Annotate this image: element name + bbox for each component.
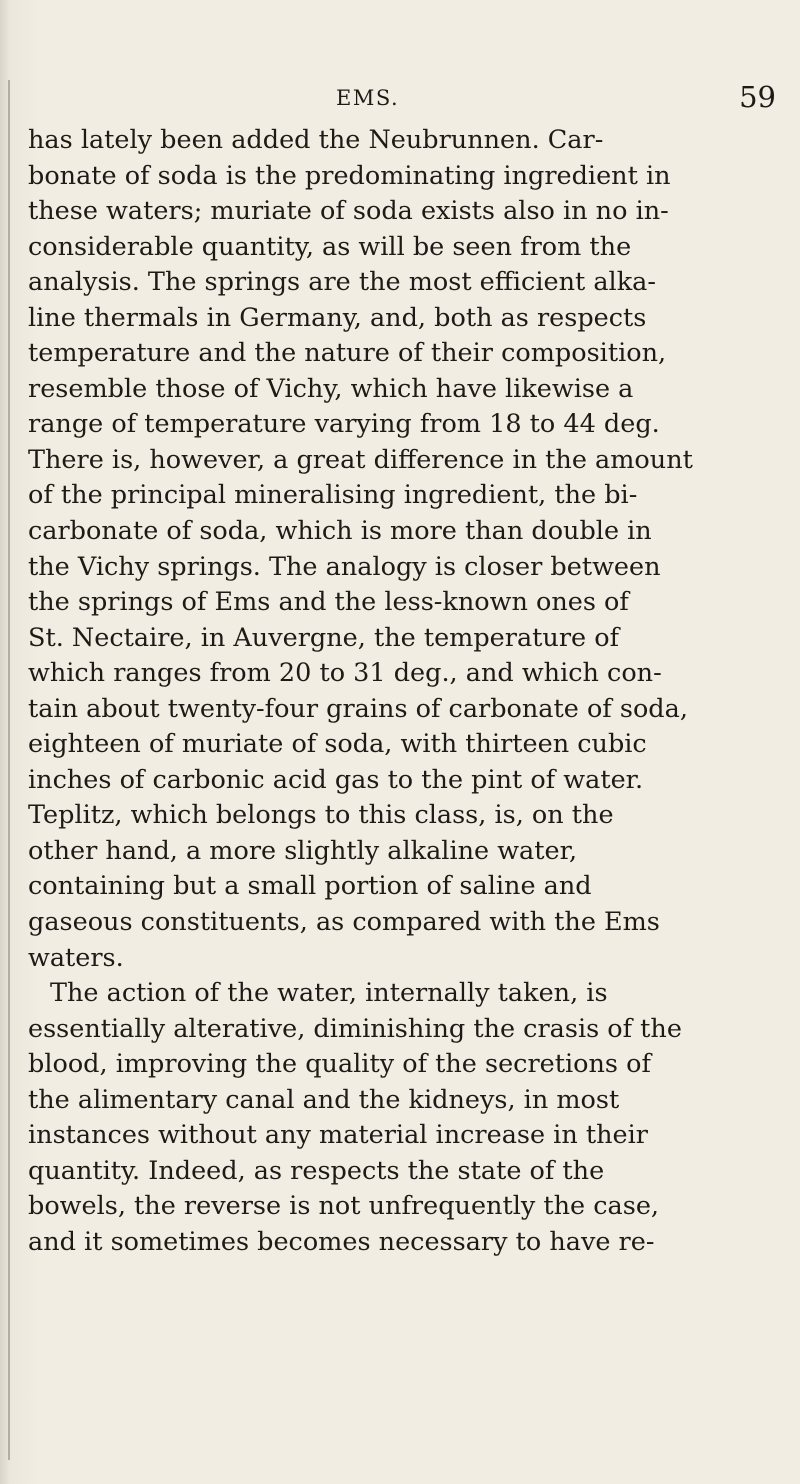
text-line: of the principal mineralising ingredient, the bi- [28, 480, 638, 511]
text-line: Teplitz, which belongs to this class, is, on the [28, 800, 614, 831]
gutter-shadow [8, 80, 10, 1460]
text-line: line thermals in Germany, and, both as respects [28, 302, 647, 333]
text-line: range of temperature varying from 18 to 44 deg. [28, 409, 660, 440]
text-line: temperature and the nature of their composition, [28, 338, 667, 369]
text-line: considerable quantity, as will be seen from the [28, 231, 632, 262]
text-line: containing but a small portion of saline and [28, 871, 592, 902]
text-line: the springs of Ems and the less-known ones of [28, 587, 629, 618]
text-line: carbonate of soda, which is more than double in [28, 516, 652, 547]
text-line: the alimentary canal and the kidneys, in most [28, 1084, 620, 1115]
body-text [28, 123, 790, 1261]
text-line: these waters; muriate of soda exists also in no in- [28, 196, 669, 227]
text-line: bonate of soda is the predominating ingredient in [28, 160, 671, 191]
text-line: resemble those of Vichy, which have likewise a [28, 373, 634, 404]
paragraph-start-line: The action of the water, internally taken, is [50, 978, 608, 1009]
text-line: and it sometimes becomes necessary to have re- [28, 1226, 655, 1257]
text-line: St. Nectaire, in Auvergne, the temperature of [28, 622, 620, 653]
text-line: quantity. Indeed, as respects the state of the [28, 1155, 605, 1186]
text-line: bowels, the reverse is not unfrequently the case, [28, 1191, 660, 1222]
text-line: There is, however, a great difference in the amount [28, 444, 693, 475]
text-line: the Vichy springs. The analogy is closer between [28, 551, 661, 582]
text-line: which ranges from 20 to 31 deg., and which con- [28, 658, 662, 689]
text-line: tain about twenty-four grains of carbonate of soda, [28, 693, 688, 724]
text-line: instances without any material increase in their [28, 1120, 648, 1151]
text-line: waters. [28, 942, 124, 973]
text-line: other hand, a more slightly alkaline water, [28, 835, 578, 866]
running-head [0, 80, 800, 120]
running-head-title: EMS. [336, 86, 400, 110]
text-line: inches of carbonic acid gas to the pint of water. [28, 764, 644, 795]
text-line: blood, improving the quality of the secretions of [28, 1049, 651, 1080]
text-line: eighteen of muriate of soda, with thirteen cubic [28, 729, 647, 760]
text-line: gaseous constituents, as compared with the Ems [28, 907, 660, 938]
text-line: essentially alterative, diminishing the crasis of the [28, 1013, 682, 1044]
text-line: has lately been added the Neubrunnen. Car- [28, 125, 604, 155]
text-line: analysis. The springs are the most efficient alka- [28, 267, 656, 298]
page-number: 59 [739, 80, 776, 114]
